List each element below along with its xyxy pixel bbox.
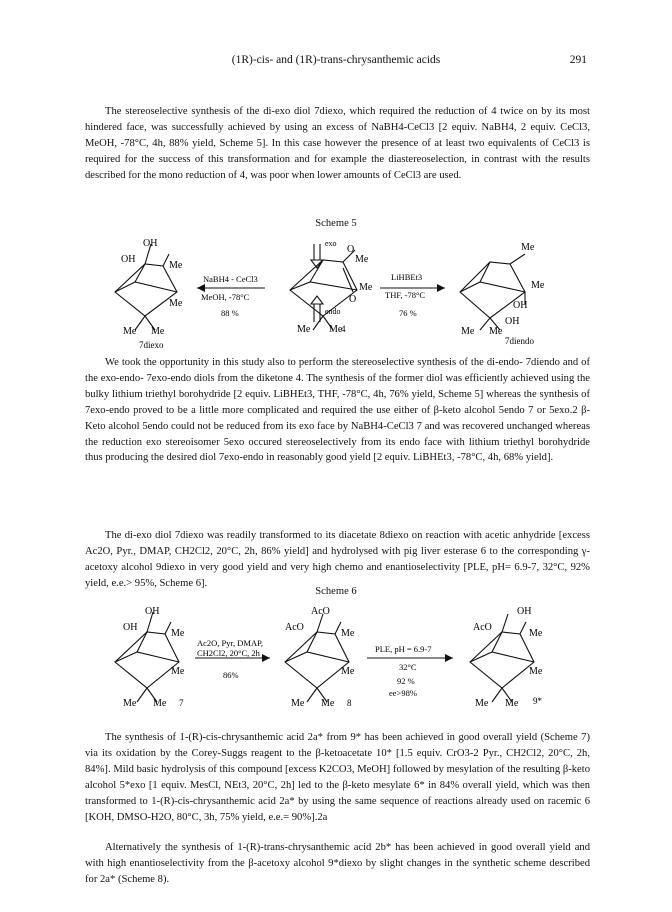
- s6-c7-oh-2: OH: [123, 622, 138, 633]
- s5-right-oh-2: OH: [505, 316, 520, 327]
- paragraph-3: [85, 528, 590, 592]
- s5-right-me-4: Me: [489, 326, 503, 337]
- s5-right-reagent-1: LiHBEt3: [391, 272, 423, 282]
- s5-left-me-1: Me: [169, 260, 183, 271]
- s6-compound-8: 8: [347, 698, 352, 708]
- s5-right-yield: 76 %: [399, 308, 417, 318]
- s5-left-oh-2: OH: [121, 254, 136, 265]
- s6-c7-me-4: Me: [153, 698, 167, 709]
- paragraph-1-text: The stereoselective synthesis of the di-exo diol 7diexo, which required the reduction of 4 twice on by its most hindered face, was successfully achieved by using an excess of NaBH4-CeCl3 [2 equiv. NaBH4, 2 equiv. CeCl3, MeOH, -78°C, 4h, 88% yield, Scheme 5]. In this case however the presence of at least two equivalents of CeCl3 is required for the success of this transformation and for example the diastereoselection, in contrast with the results described for the mono reduction of 4, was poor when lower amounts of CeCl3 are used.: [85, 106, 590, 181]
- s6-c9-aco: AcO: [473, 622, 492, 633]
- paragraph-4: [85, 730, 590, 825]
- s5-center-me-3: Me: [297, 324, 311, 335]
- s6-c7-oh-1: OH: [145, 606, 160, 617]
- s6-c9-me-4: Me: [505, 698, 519, 709]
- s5-left-reagent-2: MeOH, -78°C: [201, 292, 250, 302]
- s5-right-me-2: Me: [531, 280, 545, 291]
- s6-c8-me-4: Me: [321, 698, 335, 709]
- s6-c8-aco-1: AcO: [311, 606, 330, 617]
- paragraph-4-text: The synthesis of 1-(R)-cis-chrysanthemic acid 2a* from 9* has been achieved in good overall yield (Scheme 7) via its oxidation by the Corey-Suggs reagent to the β-ketoacetate 10* [1.5 equiv. CrO3-2 Pyr., CH2Cl2, 20°C, 2h, 84%]. Mild basic hydrolysis of this compound [excess K2CO3, MeOH] followed by mesylation of the resulting β-keto alcohol 5*exo [1 equiv. MesCl, NEt3, 20°C, 2h] led to the β-keto mesylate 6* in 84% overall yield, which was then transformed to 1-(R)-cis-chrysanthemic acid 2a* by using the same sequence of reactions already used on racemic 6 [KOH, DMSO-H2O, 80°C, 3h, 75% yield, e.e.= 90%].2a: [85, 732, 590, 823]
- s6-c9-me-2: Me: [529, 666, 543, 677]
- s6-c8-aco-2: AcO: [285, 622, 304, 633]
- s6-reagent-2a: PLE, pH = 6.9-7: [375, 644, 432, 654]
- s6-yield-2: 92 %: [397, 676, 415, 686]
- s5-endo-label: endo: [325, 307, 341, 316]
- s5-center-me-4: Me: [329, 324, 343, 335]
- scheme-5-label: Scheme 5: [315, 218, 357, 229]
- s6-c7-me-1: Me: [171, 628, 185, 639]
- s5-center-o-2: O: [349, 294, 357, 305]
- paragraph-2-text: We took the opportunity in this study also to perform the stereoselective synthesis of the di-endo- 7diendo and of the exo-endo- 7exo-endo diols from the diketone 4. The synthesis of the former diol was efficiently achieved using the bulky lithium triethyl borohydride [2 equiv. LiBHEt3, THF, -78°C, 4h, 76% yield, Scheme 5] whereas the synthesis of 7exo-endo proved to be a little more complicated and required the use either of β-keto alcohol 5endo 7 or 5exo.2 β-Keto alcohol 5endo could not be reduced from its exo face by NaBH4-CeCl3 7 and was recovered unchanged whereas the reduction exo stereoisomer 5exo occured stereoselectively from its endo face with lithium triethyl borohydride thus producing the desired diol 7exo-endo in reasonably good yield [2 equiv. LiBHEt3, -78°C, 4h, 68% yield].: [85, 357, 590, 464]
- s6-ee-2: ee>98%: [389, 688, 417, 698]
- s6-c7-me-2: Me: [171, 666, 185, 677]
- s6-reagent-2b: 32°C: [399, 662, 417, 672]
- s6-c8-me-1: Me: [341, 628, 355, 639]
- s6-compound-7: 7: [179, 698, 184, 708]
- scheme-6-label: Scheme 6: [315, 586, 357, 597]
- page-number: 291: [569, 54, 587, 66]
- s5-right-oh-1: OH: [513, 300, 528, 311]
- s5-center-o-1: O: [347, 244, 355, 255]
- s5-right-compound: 7diendo: [505, 336, 534, 346]
- s5-left-compound: 7diexo: [139, 340, 164, 350]
- s5-center-me-1: Me: [355, 254, 369, 265]
- s6-reagent-1b: CH2Cl2, 20°C, 2h: [197, 648, 260, 658]
- s6-c8-me-2: Me: [341, 666, 355, 677]
- s6-c7-me-3: Me: [123, 698, 137, 709]
- s6-yield-1: 86%: [223, 670, 239, 680]
- paragraph-1: [85, 104, 590, 184]
- s6-reagent-1a: Ac2O, Pyr, DMAP,: [197, 638, 264, 648]
- s5-left-oh-1: OH: [143, 238, 158, 249]
- scheme-5-diagram: [85, 232, 595, 350]
- running-title: (1R)-cis- and (1R)-trans-chrysanthemic acids: [231, 54, 441, 66]
- s6-c9-me-1: Me: [529, 628, 543, 639]
- paragraph-5: [85, 840, 590, 888]
- paragraph-5-text: Alternatively the synthesis of 1-(R)-trans-chrysanthemic acid 2b* has been achieved in good overall yield and with high enantioselectivity from the β-acetoxy alcohol 9*diexo by slight changes in the synthetic scheme described for 2a* (Scheme 8).: [85, 842, 590, 885]
- s5-left-me-4: Me: [151, 326, 165, 337]
- page-header: [0, 54, 672, 70]
- s6-c9-oh: OH: [517, 606, 532, 617]
- s5-center-me-2: Me: [359, 282, 373, 293]
- s6-c9-me-3: Me: [475, 698, 489, 709]
- s5-left-reagent-1: NaBH4 - CeCl3: [203, 274, 258, 284]
- s5-right-me-1: Me: [521, 242, 535, 253]
- paragraph-3-text: The di-exo diol 7diexo was readily transformed to its diacetate 8diexo on reaction with acetic anhydride [excess Ac2O, Pyr., DMAP, CH2Cl2, 20°C, 2h, 86% yield] and hydrolysed with pig liver esterase 6 to the corresponding γ-acetoxy alcohol 9diexo in very good yield and very high chemo and enantioselectivity [PLE, pH= 6.9-7, 32°C, 92% yield, e.e.> 95%, Scheme 6].: [85, 530, 590, 589]
- s5-right-me-3: Me: [461, 326, 475, 337]
- s6-compound-9: 9*: [533, 696, 542, 706]
- paragraph-2: [85, 355, 590, 466]
- s5-exo-label: exo: [325, 239, 337, 248]
- s5-center-compound: 4: [341, 324, 346, 334]
- s5-right-reagent-2: THF, -78°C: [385, 290, 426, 300]
- scheme-6-diagram: [85, 600, 595, 720]
- s5-left-me-3: Me: [123, 326, 137, 337]
- s6-c8-me-3: Me: [291, 698, 305, 709]
- s5-left-me-2: Me: [169, 298, 183, 309]
- s5-left-yield: 88 %: [221, 308, 239, 318]
